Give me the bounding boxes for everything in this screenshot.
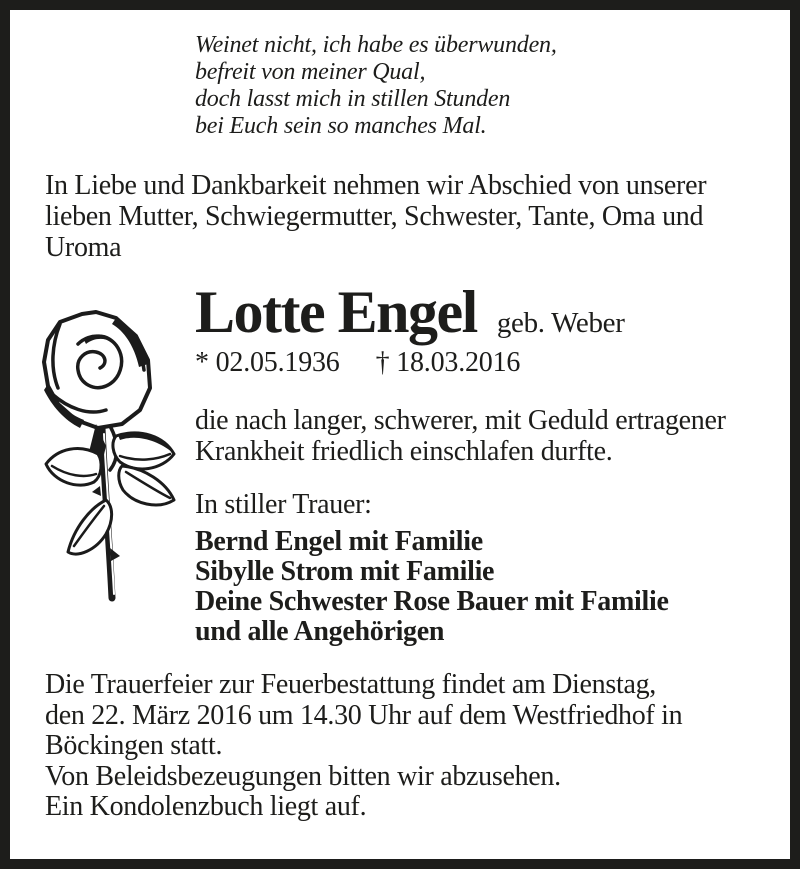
rose-icon bbox=[26, 306, 176, 606]
intro-line: Uroma bbox=[45, 232, 122, 263]
funeral-line: Die Trauerfeier zur Feuerbestattung findet am Dienstag, bbox=[45, 669, 656, 700]
funeral-info bbox=[45, 670, 780, 823]
life-dates bbox=[195, 347, 520, 379]
mourning-label: In stiller Trauer: bbox=[195, 489, 372, 520]
death-note-line: Krankheit friedlich einschlafen durfte. bbox=[195, 436, 613, 467]
death-note bbox=[195, 405, 775, 467]
poem-line: bei Euch sein so manches Mal. bbox=[195, 113, 487, 139]
funeral-line: Böckingen statt. bbox=[45, 730, 223, 761]
birth-date: * 02.05.1936 bbox=[195, 347, 340, 378]
poem bbox=[195, 32, 557, 140]
mourner-line: Sibylle Strom mit Familie bbox=[195, 556, 495, 587]
intro-line: lieben Mutter, Schwiegermutter, Schwester, Tante, Oma und bbox=[45, 201, 704, 232]
poem-line: doch lasst mich in stillen Stunden bbox=[195, 86, 511, 112]
poem-line: befreit von meiner Qual, bbox=[195, 59, 426, 85]
funeral-line: Ein Kondolenzbuch liegt auf. bbox=[45, 791, 367, 822]
intro-text bbox=[45, 170, 775, 263]
mourner-line: und alle Angehörigen bbox=[195, 616, 445, 647]
deceased-name-line bbox=[195, 278, 625, 347]
death-date: † 18.03.2016 bbox=[375, 347, 521, 378]
funeral-line: den 22. März 2016 um 14.30 Uhr auf dem Westfriedhof in bbox=[45, 699, 683, 731]
death-note-line: die nach langer, schwerer, mit Geduld ertragener bbox=[195, 405, 726, 436]
funeral-line: Von Beleidsbezeugungen bitten wir abzusehen. bbox=[45, 760, 561, 792]
maiden-name: geb. Weber bbox=[496, 307, 625, 339]
deceased-name: Lotte Engel bbox=[195, 279, 477, 345]
poem-line: Weinet nicht, ich habe es überwunden, bbox=[195, 32, 557, 58]
mourner-line: Bernd Engel mit Familie bbox=[195, 526, 483, 557]
intro-line: In Liebe und Dankbarkeit nehmen wir Abschied von unserer bbox=[45, 170, 707, 201]
mourner-line: Deine Schwester Rose Bauer mit Familie bbox=[195, 586, 669, 617]
mourners-list bbox=[195, 527, 669, 647]
